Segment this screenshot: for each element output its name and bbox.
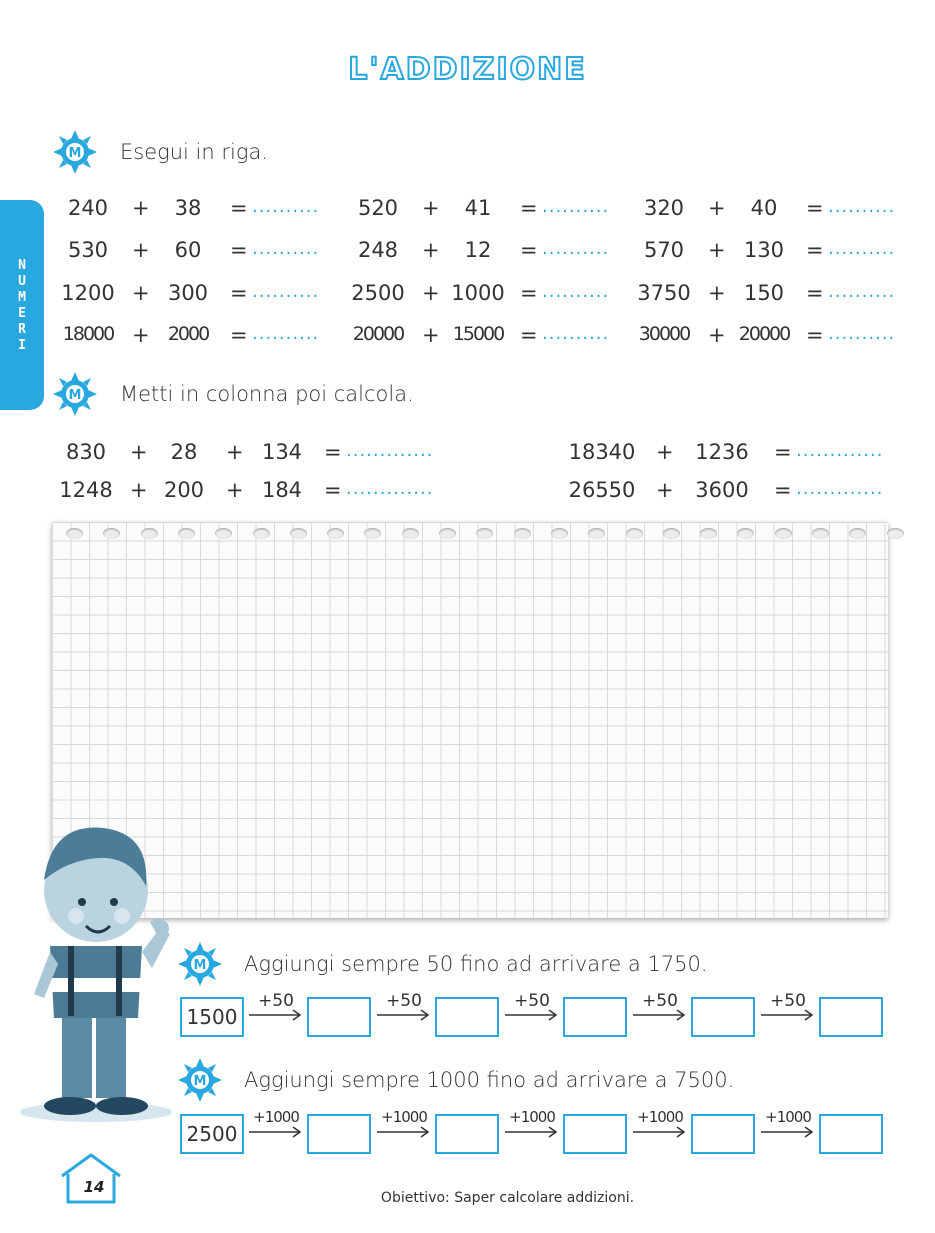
paper-hole	[812, 528, 829, 539]
step-label: +1000	[509, 1108, 555, 1126]
plus-sign: +	[656, 440, 674, 464]
addition-item	[58, 281, 328, 317]
m-sun-icon	[178, 942, 222, 986]
m-sun-icon	[53, 130, 97, 174]
step-arrow	[249, 1108, 303, 1138]
plus-sign: +	[132, 323, 150, 347]
addend-a: 30000	[638, 323, 690, 345]
plus-sign: +	[656, 478, 674, 502]
addend-a: 248	[357, 238, 399, 262]
addend-b: 130	[743, 238, 785, 262]
step-label: +50	[386, 991, 422, 1011]
step-label: +1000	[253, 1108, 299, 1126]
plus-sign: +	[708, 323, 726, 347]
plus-sign: +	[422, 281, 440, 305]
paper-hole	[66, 528, 83, 539]
addition-item	[634, 323, 904, 359]
plus-sign: +	[226, 440, 244, 464]
tab-letter: I	[18, 338, 26, 353]
addend-b: 1000	[451, 281, 505, 305]
answer-blank[interactable]: ..........	[542, 196, 610, 217]
boy-illustration	[10, 818, 185, 1128]
instruction-exercise-2: Metti in colonna poi calcola.	[120, 382, 414, 406]
equals-sign: =	[806, 238, 824, 262]
instruction-exercise-3: Aggiungi sempre 50 fino ad arrivare a 1750.	[244, 952, 708, 976]
tab-letter: R	[18, 322, 26, 337]
addend-a: 1248	[59, 478, 113, 502]
addition-item	[634, 196, 904, 232]
plus-sign: +	[132, 238, 150, 262]
addend-b: 41	[464, 196, 492, 220]
answer-box[interactable]	[819, 1114, 883, 1154]
paper-hole	[626, 528, 643, 539]
addend-b: 150	[743, 281, 785, 305]
addend-a: 570	[643, 238, 685, 262]
plus-sign: +	[226, 478, 244, 502]
step-label: +1000	[381, 1108, 427, 1126]
addend-a: 320	[643, 196, 685, 220]
equals-sign: =	[520, 238, 538, 262]
answer-box[interactable]	[435, 1114, 499, 1154]
svg-text:M: M	[193, 1074, 207, 1089]
addend-a: 1200	[61, 281, 115, 305]
step-arrow	[377, 1108, 431, 1138]
column-addition-item	[58, 478, 448, 514]
paper-hole	[700, 528, 717, 539]
paper-hole	[663, 528, 680, 539]
plus-sign: +	[422, 323, 440, 347]
addend-a: 26550	[568, 478, 636, 502]
paper-hole	[402, 528, 419, 539]
answer-blank[interactable]: ..........	[542, 323, 610, 344]
addition-item	[634, 238, 904, 274]
addend-a: 830	[65, 440, 107, 464]
page-number: 14	[83, 1178, 105, 1196]
addend-a: 2500	[351, 281, 405, 305]
paper-hole	[775, 528, 792, 539]
equals-sign: =	[230, 196, 248, 220]
page-title: L'ADDIZIONE	[348, 52, 587, 87]
addend-a: 240	[67, 196, 109, 220]
plus-sign: +	[132, 196, 150, 220]
column-addition-item	[566, 440, 896, 476]
equals-sign: =	[520, 281, 538, 305]
step-arrow	[633, 991, 687, 1021]
addition-item	[58, 238, 328, 274]
answer-blank[interactable]: ..........	[252, 281, 320, 302]
addend-a: 3750	[637, 281, 691, 305]
paper-hole	[141, 528, 158, 539]
tab-letter: E	[18, 306, 26, 321]
paper-hole	[439, 528, 456, 539]
paper-hole	[514, 528, 531, 539]
addend-b: 40	[750, 196, 778, 220]
plus-sign: +	[130, 478, 148, 502]
equals-sign: =	[230, 238, 248, 262]
equals-sign: =	[774, 440, 792, 464]
answer-box[interactable]	[563, 1114, 627, 1154]
answer-blank[interactable]: ..........	[828, 281, 896, 302]
equals-sign: =	[230, 281, 248, 305]
answer-blank[interactable]: ..........	[542, 281, 610, 302]
addition-item	[58, 323, 328, 359]
addition-item	[348, 281, 618, 317]
step-arrow	[761, 991, 815, 1021]
plus-sign: +	[130, 440, 148, 464]
answer-box[interactable]	[691, 1114, 755, 1154]
section-tab-numeri	[0, 200, 44, 410]
answer-blank[interactable]: .............	[796, 440, 884, 461]
equals-sign: =	[806, 196, 824, 220]
step-arrow	[377, 991, 431, 1021]
plus-sign: +	[132, 281, 150, 305]
paper-hole	[178, 528, 195, 539]
answer-blank[interactable]: ..........	[252, 238, 320, 259]
addend-a: 530	[67, 238, 109, 262]
answer-box[interactable]	[819, 997, 883, 1037]
step-label: +1000	[637, 1108, 683, 1126]
plus-sign: +	[708, 281, 726, 305]
step-arrow	[505, 1108, 559, 1138]
answer-box[interactable]	[307, 1114, 371, 1154]
plus-sign: +	[422, 196, 440, 220]
column-addition-item	[566, 478, 896, 514]
column-addition-item	[58, 440, 448, 476]
answer-box[interactable]	[435, 997, 499, 1037]
plus-sign: +	[708, 196, 726, 220]
addend-b: 20000	[738, 323, 790, 345]
m-sun-icon	[178, 1058, 222, 1102]
addition-item	[348, 238, 618, 274]
step-label: +50	[770, 991, 806, 1011]
answer-blank[interactable]: ..........	[252, 323, 320, 344]
addend-a: 20000	[352, 323, 404, 345]
equals-sign: =	[806, 323, 824, 347]
start-value-box: 2500	[180, 1114, 244, 1154]
addend-b: 60	[174, 238, 202, 262]
addend-a: 18000	[62, 323, 114, 345]
m-sun-icon	[53, 372, 97, 416]
addition-item	[348, 196, 618, 232]
step-arrow	[761, 1108, 815, 1138]
addend-b: 2000	[167, 323, 209, 345]
answer-blank[interactable]: ..........	[828, 196, 896, 217]
equals-sign: =	[774, 478, 792, 502]
addend-c: 184	[261, 478, 303, 502]
tab-letter: U	[18, 274, 26, 289]
equals-sign: =	[520, 323, 538, 347]
answer-box[interactable]	[691, 997, 755, 1037]
answer-blank[interactable]: .............	[346, 440, 434, 461]
addend-c: 134	[261, 440, 303, 464]
svg-text:M: M	[193, 958, 207, 973]
addition-item	[348, 323, 618, 359]
addend-b: 28	[170, 440, 198, 464]
tab-letter: N	[18, 258, 26, 273]
addend-b: 200	[163, 478, 205, 502]
answer-blank[interactable]: ..........	[828, 238, 896, 259]
instruction-exercise-1: Esegui in riga.	[120, 140, 268, 164]
addend-a: 520	[357, 196, 399, 220]
answer-box[interactable]	[307, 997, 371, 1037]
addend-b: 38	[174, 196, 202, 220]
start-value-box: 1500	[180, 997, 244, 1037]
step-label: +50	[258, 991, 294, 1011]
addition-item	[58, 196, 328, 232]
addend-b: 3600	[695, 478, 749, 502]
svg-text:M: M	[68, 146, 82, 161]
answer-blank[interactable]: .............	[796, 478, 884, 499]
footer-objective: Obiettivo: Saper calcolare addizioni.	[380, 1190, 635, 1206]
step-label: +1000	[765, 1108, 811, 1126]
addend-a: 18340	[568, 440, 636, 464]
instruction-exercise-4: Aggiungi sempre 1000 fino ad arrivare a 7500.	[244, 1068, 735, 1092]
equals-sign: =	[520, 196, 538, 220]
tab-letter: M	[18, 290, 26, 305]
answer-blank[interactable]: ..........	[542, 238, 610, 259]
step-label: +50	[642, 991, 678, 1011]
step-arrow	[505, 991, 559, 1021]
equals-sign: =	[324, 440, 342, 464]
answer-blank[interactable]: ..........	[252, 196, 320, 217]
paper-hole	[551, 528, 568, 539]
answer-blank[interactable]: .............	[346, 478, 434, 499]
equals-sign: =	[806, 281, 824, 305]
plus-sign: +	[422, 238, 440, 262]
equals-sign: =	[324, 478, 342, 502]
addition-item	[634, 281, 904, 317]
addend-b: 1236	[695, 440, 749, 464]
svg-text:M: M	[68, 388, 82, 403]
answer-box[interactable]	[563, 997, 627, 1037]
step-label: +50	[514, 991, 550, 1011]
plus-sign: +	[708, 238, 726, 262]
addend-b: 15000	[452, 323, 504, 345]
paper-hole	[253, 528, 270, 539]
paper-hole	[887, 528, 904, 539]
addend-b: 300	[167, 281, 209, 305]
equals-sign: =	[230, 323, 248, 347]
paper-hole	[290, 528, 307, 539]
addend-b: 12	[464, 238, 492, 262]
step-arrow	[249, 991, 303, 1021]
step-arrow	[633, 1108, 687, 1138]
paper-hole	[327, 528, 344, 539]
answer-blank[interactable]: ..........	[828, 323, 896, 344]
